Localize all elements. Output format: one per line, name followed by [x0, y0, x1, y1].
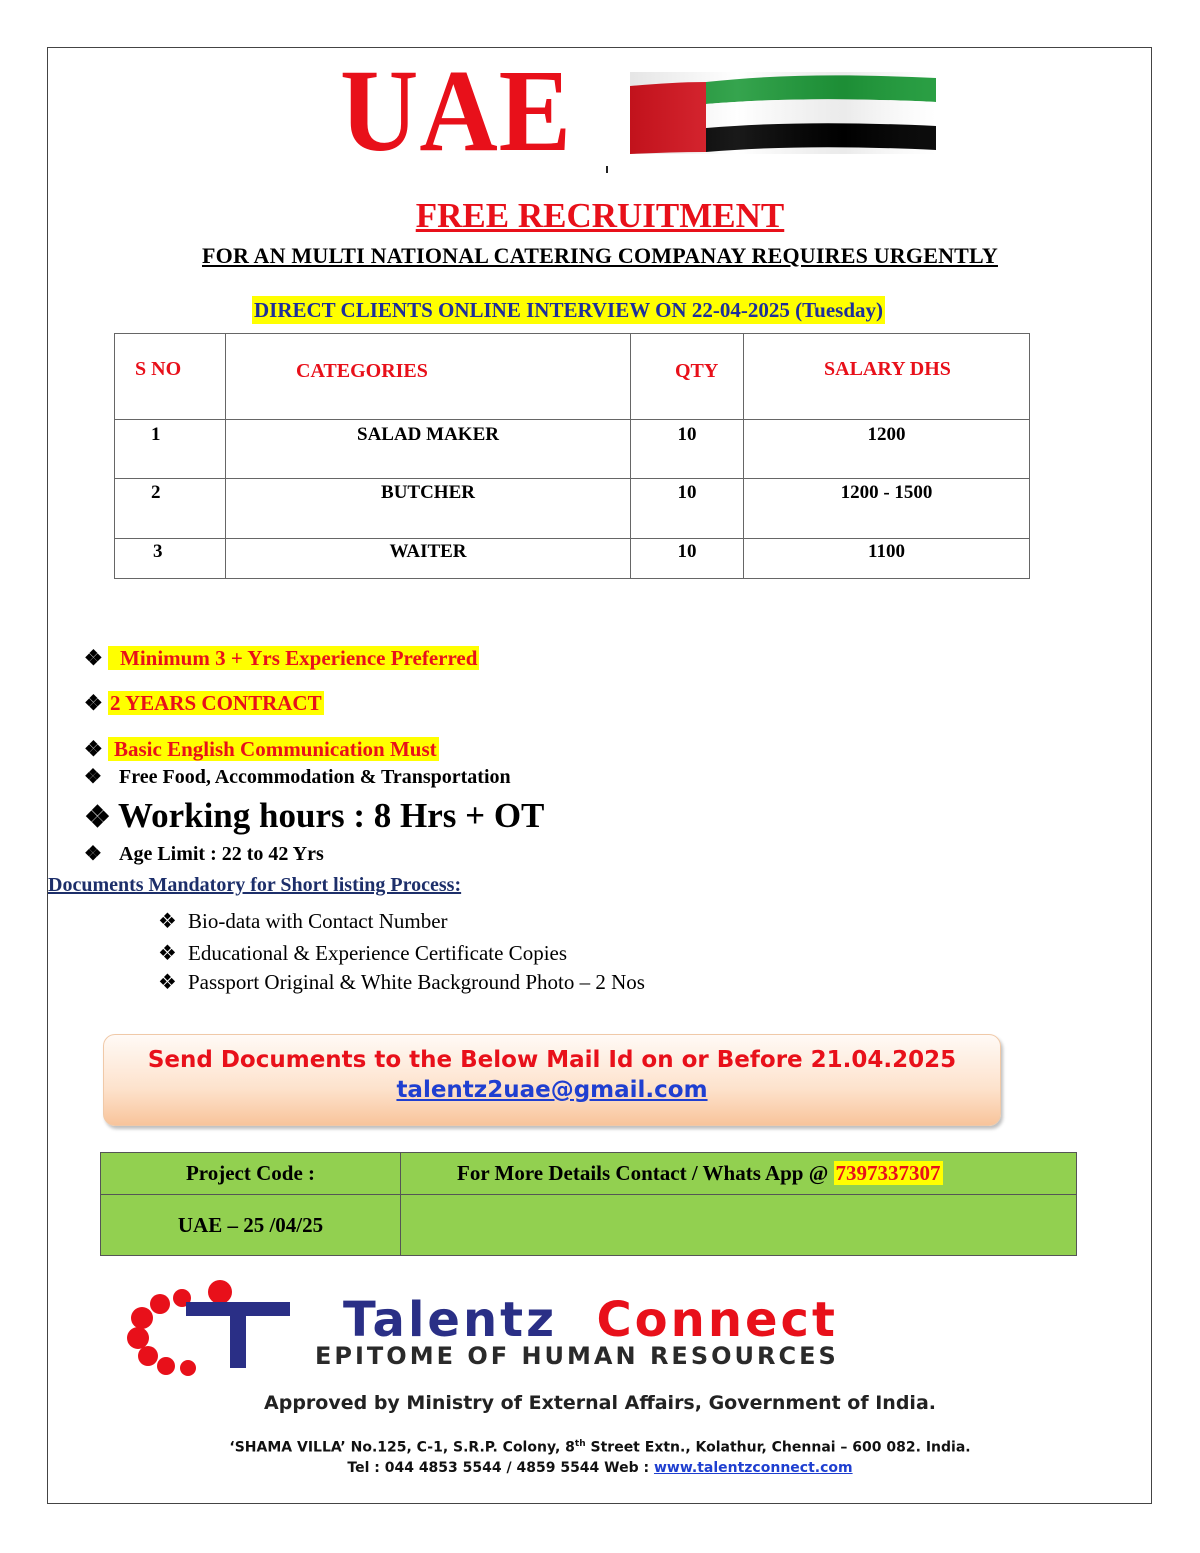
requirement-english: ❖ Basic English Communication Must	[84, 737, 437, 761]
table-row	[115, 539, 1030, 579]
phone-number[interactable]: 7397337307	[835, 1161, 941, 1185]
header-salary: SALARY DHS	[824, 358, 951, 380]
uae-flag-icon	[630, 72, 936, 154]
bullet-icon: ❖	[84, 691, 103, 715]
bullet-icon: ❖	[84, 766, 102, 788]
subtitle: FREE RECRUITMENT	[415, 196, 785, 235]
cell-category: BUTCHER	[381, 482, 475, 503]
interview-notice: DIRECT CLIENTS ONLINE INTERVIEW ON 22-04-2025 (Tuesday)	[254, 298, 884, 322]
page-title: UAE	[340, 45, 572, 176]
header-sno: S NO	[135, 358, 182, 380]
cell-qty: 10	[677, 424, 697, 445]
documents-heading: Documents Mandatory for Short listing Process:	[48, 874, 462, 896]
approval-text: Approved by Ministry of External Affairs, Government of India.	[264, 1392, 936, 1414]
document-item: ❖ Educational & Experience Certificate Copies	[158, 941, 568, 965]
bullet-icon: ❖	[84, 737, 103, 761]
company-address: ‘SHAMA VILLA’ No.125, C-1, S.R.P. Colony, 8th Street Extn., Kolathur, Chennai – 600 082. India. Tel : 044 4853 5544 / 4859 5544 Web : www.talentzconnect.com	[229, 1439, 971, 1476]
requirement-benefits: ❖ Free Food, Accommodation & Transportation	[84, 766, 511, 788]
project-code-label: Project Code :	[185, 1161, 316, 1185]
bullet-icon: ❖	[84, 843, 102, 865]
requirement-age: ❖ Age Limit : 22 to 42 Yrs	[84, 843, 324, 865]
table-header-row	[115, 334, 1030, 420]
document-item: ❖ Bio-data with Contact Number	[158, 909, 448, 933]
cell-sno: 3	[153, 541, 163, 562]
cell-sno: 1	[151, 424, 161, 445]
cell-category: SALAD MAKER	[357, 424, 499, 445]
cell-qty: 10	[677, 482, 697, 503]
project-code-value: UAE – 25 /04/25	[177, 1212, 324, 1237]
contact-label: For More Details Contact / Whats App @	[457, 1161, 829, 1185]
bullet-icon: ❖	[158, 941, 177, 965]
header-category: CATEGORIES	[296, 360, 428, 382]
requirement-contract: ❖ 2 YEARS CONTRACT	[84, 691, 322, 715]
requirement-working-hours: ❖ Working hours : 8 Hrs + OT	[84, 796, 544, 838]
company-name: Talentz Connect	[343, 1292, 838, 1348]
send-documents-box	[103, 1034, 1001, 1126]
bullet-icon: ❖	[84, 646, 103, 670]
table-row	[115, 420, 1030, 479]
cell-category: WAITER	[389, 541, 467, 562]
document-item: ❖ Passport Original & White Background Photo – 2 Nos	[158, 970, 645, 994]
cell-sno: 2	[151, 482, 161, 503]
bullet-icon: ❖	[84, 801, 111, 834]
jobs-table	[114, 333, 1030, 579]
company-motto: EPITOME OF HUMAN RESOURCES	[315, 1342, 839, 1370]
email-link[interactable]: talentz2uae@gmail.com	[396, 1077, 708, 1103]
project-table	[100, 1152, 1077, 1256]
website-link[interactable]: www.talentzconnect.com	[653, 1459, 853, 1476]
cell-salary: 1200	[867, 424, 906, 445]
bullet-icon: ❖	[158, 909, 177, 933]
cell-qty: 10	[677, 541, 697, 562]
requirement-experience: ❖ Minimum 3 + Yrs Experience Preferred	[84, 646, 478, 670]
table-row	[115, 479, 1030, 539]
cell-salary: 1100	[868, 541, 905, 562]
send-instruction: Send Documents to the Below Mail Id on or Before 21.04.2025	[147, 1047, 957, 1073]
bullet-icon: ❖	[158, 970, 177, 994]
tagline: FOR AN MULTI NATIONAL CATERING COMPANAY REQUIRES URGENTLY	[202, 243, 998, 268]
flag-mark	[606, 166, 608, 173]
header-qty: QTY	[675, 360, 719, 382]
cell-salary: 1200 - 1500	[840, 482, 933, 503]
